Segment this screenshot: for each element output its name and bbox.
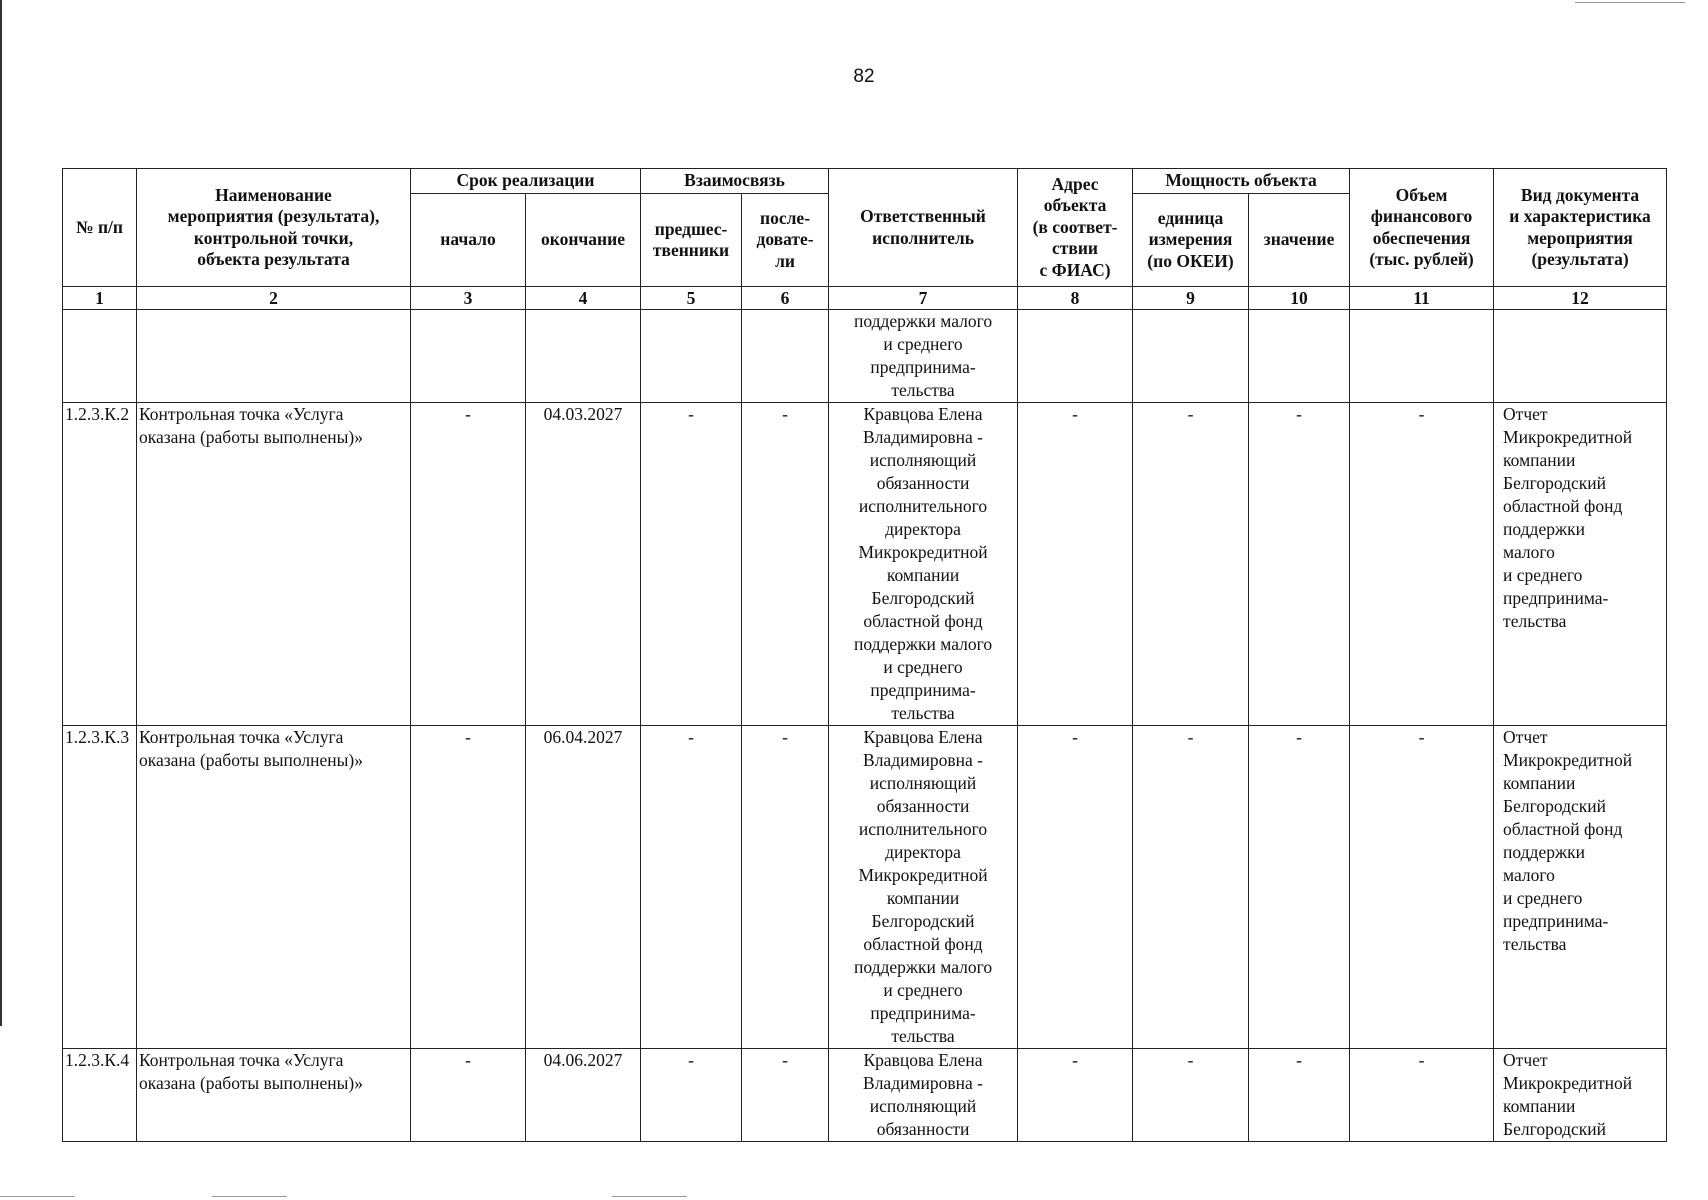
column-number: 8	[1018, 287, 1133, 310]
page-number: 82	[853, 66, 875, 87]
row-number: 1.2.3.К.2	[63, 403, 137, 726]
column-number: 1	[63, 287, 137, 310]
row-finance	[1350, 310, 1494, 403]
row-document: Отчет Микрокредитной компании Белгородский областной фонд поддержки малого и среднего предпринима- тельства	[1494, 403, 1667, 726]
header-end: окончание	[526, 194, 641, 287]
scan-mark	[212, 1196, 287, 1197]
row-responsible: Кравцова Елена Владимировна - исполняющий обязанности	[829, 1049, 1018, 1142]
row-name: Контрольная точка «Услуга оказана (работы выполнены)»	[137, 726, 411, 1049]
row-value: -	[1249, 726, 1350, 1049]
table-row	[63, 726, 1667, 1049]
column-number-row	[63, 287, 1667, 310]
header-capacity-group: Мощность объекта	[1133, 169, 1350, 194]
column-number: 3	[411, 287, 526, 310]
row-end: 06.04.2027	[526, 726, 641, 1049]
scan-mark	[612, 1196, 687, 1197]
column-number: 10	[1249, 287, 1350, 310]
row-number: 1.2.3.К.4	[63, 1049, 137, 1142]
page-edge-line	[0, 0, 2, 1026]
row-responsible: поддержки малого и среднего предпринима- тельства	[829, 310, 1018, 403]
header-link-group: Взаимосвязь	[641, 169, 829, 194]
row-end: 04.03.2027	[526, 403, 641, 726]
table-row	[63, 310, 1667, 403]
row-value	[1249, 310, 1350, 403]
row-document	[1494, 310, 1667, 403]
row-successors: -	[742, 403, 829, 726]
header-name: Наименование мероприятия (результата), контрольной точки, объекта результата	[137, 169, 411, 287]
column-number: 9	[1133, 287, 1249, 310]
column-number: 12	[1494, 287, 1667, 310]
header-successors: после- довате- ли	[742, 194, 829, 287]
row-document: Отчет Микрокредитной компании Белгородский областной фонд поддержки малого и среднего предпринима- тельства	[1494, 726, 1667, 1049]
row-address: -	[1018, 726, 1133, 1049]
column-number: 6	[742, 287, 829, 310]
row-start: -	[411, 726, 526, 1049]
schedule-table	[62, 168, 1667, 1142]
scan-mark	[1575, 2, 1685, 3]
row-unit: -	[1133, 403, 1249, 726]
row-finance: -	[1350, 403, 1494, 726]
row-predecessors: -	[641, 726, 742, 1049]
header-document: Вид документа и характеристика мероприятия (результата)	[1494, 169, 1667, 287]
header-unit: единица измерения (по ОКЕИ)	[1133, 194, 1249, 287]
row-start: -	[411, 403, 526, 726]
column-number: 2	[137, 287, 411, 310]
header-predecessors: предшес- твенники	[641, 194, 742, 287]
row-address: -	[1018, 1049, 1133, 1142]
header-term-group: Срок реализации	[411, 169, 641, 194]
header-finance: Объем финансового обеспечения (тыс. рублей)	[1350, 169, 1494, 287]
row-end: 04.06.2027	[526, 1049, 641, 1142]
row-number: 1.2.3.К.3	[63, 726, 137, 1049]
table-row	[63, 403, 1667, 726]
row-predecessors: -	[641, 403, 742, 726]
header-responsible: Ответственный исполнитель	[829, 169, 1018, 287]
row-finance: -	[1350, 1049, 1494, 1142]
row-document: Отчет Микрокредитной компании Белгородский	[1494, 1049, 1667, 1142]
row-start: -	[411, 1049, 526, 1142]
row-predecessors	[641, 310, 742, 403]
row-responsible: Кравцова Елена Владимировна - исполняющий обязанности исполнительного директора Микрокредитной компании Белгородский областной фонд поддержки малого и среднего предпринима- тельства	[829, 403, 1018, 726]
header-row-1	[63, 169, 1667, 194]
row-name	[137, 310, 411, 403]
header-start: начало	[411, 194, 526, 287]
row-address	[1018, 310, 1133, 403]
column-number: 5	[641, 287, 742, 310]
row-value: -	[1249, 1049, 1350, 1142]
row-name: Контрольная точка «Услуга оказана (работы выполнены)»	[137, 403, 411, 726]
header-value: значение	[1249, 194, 1350, 287]
row-start	[411, 310, 526, 403]
row-name: Контрольная точка «Услуга оказана (работы выполнены)»	[137, 1049, 411, 1142]
row-unit: -	[1133, 1049, 1249, 1142]
row-unit: -	[1133, 726, 1249, 1049]
row-address: -	[1018, 403, 1133, 726]
row-successors	[742, 310, 829, 403]
row-end	[526, 310, 641, 403]
row-responsible: Кравцова Елена Владимировна - исполняющий обязанности исполнительного директора Микрокредитной компании Белгородский областной фонд поддержки малого и среднего предпринима- тельства	[829, 726, 1018, 1049]
row-unit	[1133, 310, 1249, 403]
table-row	[63, 1049, 1667, 1142]
row-value: -	[1249, 403, 1350, 726]
row-successors: -	[742, 726, 829, 1049]
column-number: 4	[526, 287, 641, 310]
header-num: № п/п	[63, 169, 137, 287]
row-predecessors: -	[641, 1049, 742, 1142]
row-finance: -	[1350, 726, 1494, 1049]
row-successors: -	[742, 1049, 829, 1142]
column-number: 11	[1350, 287, 1494, 310]
scan-mark	[0, 1196, 75, 1197]
row-number	[63, 310, 137, 403]
column-number: 7	[829, 287, 1018, 310]
header-address: Адрес объекта (в соответ- ствии с ФИАС)	[1018, 169, 1133, 287]
